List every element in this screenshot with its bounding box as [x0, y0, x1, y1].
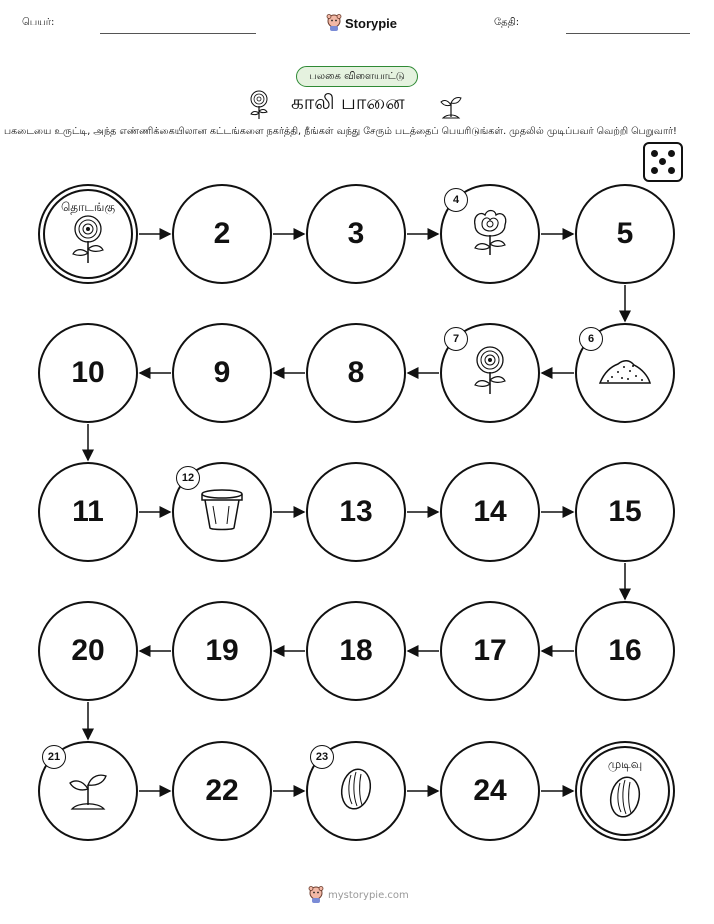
seedling-icon — [66, 767, 110, 815]
space-number: 5 — [616, 217, 634, 250]
brand-name: Storypie — [345, 15, 398, 31]
finish-space[interactable] — [575, 741, 675, 841]
space-label: தொடங்கு — [60, 200, 116, 214]
board-space[interactable] — [306, 601, 406, 701]
space-number-badge: 4 — [444, 188, 468, 212]
page-title: காலி பானை — [291, 90, 405, 114]
flower-pot-icon — [199, 488, 245, 536]
seed-icon — [338, 766, 374, 816]
footer — [308, 886, 409, 904]
board-space[interactable] — [440, 601, 540, 701]
marigold-icon — [66, 215, 110, 269]
space-number-badge: 6 — [579, 327, 603, 351]
start-space[interactable] — [38, 184, 138, 284]
marigold-icon — [468, 346, 512, 400]
space-number: 13 — [339, 495, 373, 528]
board-space[interactable] — [306, 323, 406, 423]
subtitle-pill: பலகை விளையாட்டு — [296, 66, 418, 87]
space-number-badge: 7 — [444, 327, 468, 351]
board-space[interactable] — [440, 462, 540, 562]
space-number: 24 — [473, 774, 507, 807]
space-number: 15 — [608, 495, 642, 528]
space-number: 8 — [347, 356, 365, 389]
board-space[interactable] — [575, 184, 675, 284]
space-number-badge: 23 — [310, 745, 334, 769]
board-space[interactable] — [172, 323, 272, 423]
space-number-badge: 21 — [42, 745, 66, 769]
space-number: 20 — [71, 634, 105, 667]
space-number: 18 — [339, 634, 373, 667]
footer-url[interactable]: mystorypie.com — [328, 889, 409, 901]
instructions-text: பகடையை உருட்டி, அந்த எண்ணிக்கையிலான கட்டங்களை நகர்த்தி, நீங்கள் வந்து சேரும் படத்தைப் பெயரிடுங்கள். முதலில் முடிப்பவர் வெற்றி பெறுவார்! — [4, 126, 677, 137]
space-number-badge: 12 — [176, 466, 200, 490]
board-space[interactable] — [38, 601, 138, 701]
board-space[interactable] — [172, 184, 272, 284]
board-space[interactable] — [306, 462, 406, 562]
space-number: 9 — [213, 356, 231, 389]
board-space[interactable] — [575, 601, 675, 701]
mascot-icon — [308, 886, 324, 904]
soil-pile-icon — [598, 355, 652, 391]
space-number: 16 — [608, 634, 642, 667]
peony-icon — [467, 207, 513, 261]
board-space[interactable] — [575, 462, 675, 562]
space-number: 14 — [473, 495, 507, 528]
space-number: 22 — [205, 774, 239, 807]
board-space[interactable] — [440, 741, 540, 841]
board-space[interactable] — [38, 323, 138, 423]
space-number: 11 — [72, 495, 104, 528]
space-number: 3 — [347, 217, 365, 250]
board-space[interactable] — [172, 601, 272, 701]
board-space[interactable] — [38, 462, 138, 562]
space-number: 19 — [205, 634, 239, 667]
board-space[interactable] — [306, 184, 406, 284]
space-number: 17 — [473, 634, 507, 667]
space-number: 10 — [71, 356, 105, 389]
name-label: பெயர்: — [22, 17, 55, 28]
space-label: முடிவு — [607, 757, 643, 771]
date-label: தேதி: — [494, 17, 520, 28]
space-number: 2 — [213, 217, 231, 250]
board-space[interactable] — [172, 741, 272, 841]
seed-icon — [607, 774, 643, 824]
